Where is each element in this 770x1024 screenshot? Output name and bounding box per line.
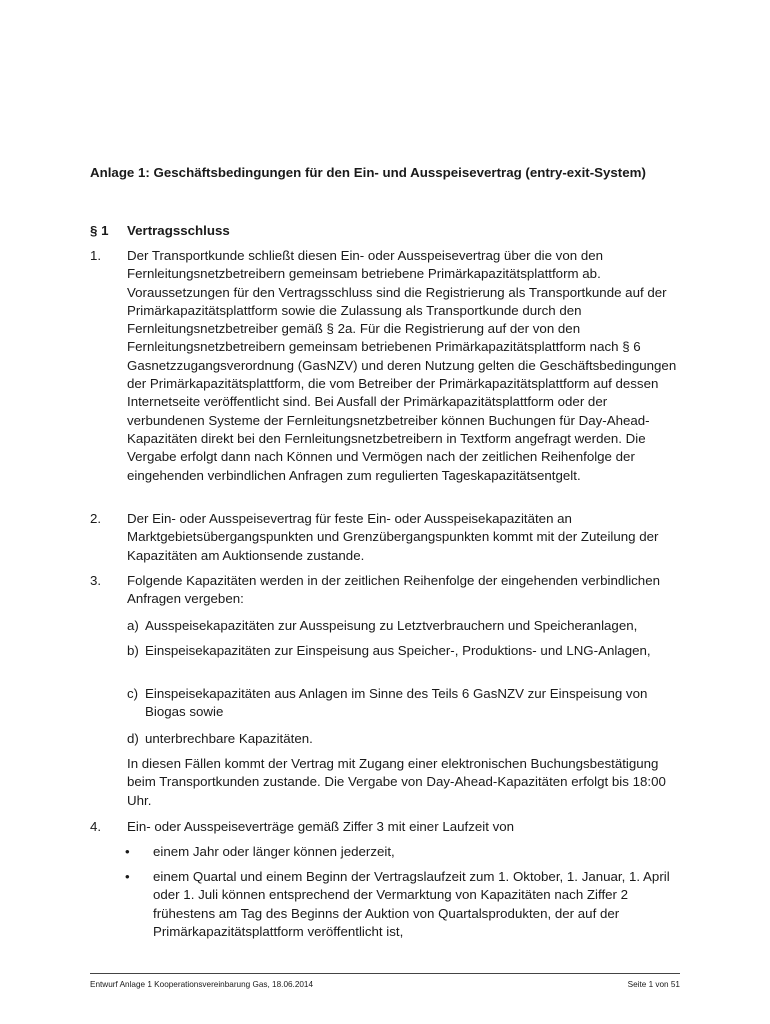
sub-item-text: Ausspeisekapazitäten zur Ausspeisung zu Letztverbrauchern und Speicheranlagen,	[145, 618, 638, 633]
item-number: 4.	[90, 819, 102, 834]
item-text: Ein- oder Ausspeiseverträge gemäß Ziffer 3 mit einer Laufzeit von	[127, 819, 515, 834]
bullet-text: einem Quartal und einem Beginn der Vertragslaufzeit zum 1. Oktober, 1. Januar, 1. April oder 1. Juli können entsprechend der Vermarktung von Kapazitäten nach Ziffer 2 frühestens am Tag des Beginns der Auktion von Quartalsprodukten, der auf der Primärkapazitätsplattform veröffentlicht ist,	[153, 869, 670, 939]
item-number: 2.	[90, 511, 102, 526]
bullet-text: einem Jahr oder länger können jederzeit,	[153, 844, 395, 859]
item-number: 3.	[90, 573, 102, 588]
sub-item-label: a)	[127, 618, 139, 633]
item-text: Folgende Kapazitäten werden in der zeitlichen Reihenfolge der eingehenden verbindlichen Anfragen vergeben:	[127, 573, 660, 607]
footer-page-number: Seite 1 von 51	[627, 980, 680, 989]
item-number: 1.	[90, 248, 102, 263]
sub-item-text: Einspeisekapazitäten zur Einspeisung aus Speicher-, Produktions- und LNG-Anlagen,	[145, 643, 651, 658]
sub-item-text: unterbrechbare Kapazitäten.	[145, 731, 313, 746]
item-closing-paragraph: In diesen Fällen kommt der Vertrag mit Zugang einer elektronischen Buchungsbestätigung beim Transportkunden zustande. Die Vergabe von Day-Ahead-Kapazitäten erfolgt bis 18:00 Uhr.	[127, 756, 666, 808]
footer-document-info: Entwurf Anlage 1 Kooperationsvereinbarung Gas, 18.06.2014	[90, 980, 314, 989]
sub-item-label: c)	[127, 686, 139, 701]
bullet-icon: •	[125, 869, 130, 884]
section-title: Vertragsschluss	[127, 223, 230, 238]
item-text: Der Ein- oder Ausspeisevertrag für feste Ein- oder Ausspeisekapazitäten an Marktgebietsübergangspunkten und Grenzübergangspunkten kommt mit der Zuteilung der Kapazitäten am Auktionsende zustande.	[127, 511, 659, 563]
sub-item-label: d)	[127, 731, 139, 746]
sub-item-label: b)	[127, 643, 139, 658]
sub-item-text: Einspeisekapazitäten aus Anlagen im Sinne des Teils 6 GasNZV zur Einspeisung von Biogas sowie	[145, 686, 648, 720]
document-title: Anlage 1: Geschäftsbedingungen für den Ein- und Ausspeisevertrag (entry-exit-System)	[90, 165, 646, 180]
section-number: § 1	[90, 223, 109, 238]
bullet-icon: •	[125, 844, 130, 859]
footer-divider	[90, 973, 680, 974]
item-text: Der Transportkunde schließt diesen Ein- oder Ausspeisevertrag über die von den Fernleitungsnetzbetreibern gemeinsam betriebene Primärkapazitätsplattform ab. Voraussetzungen für den Vertragsschluss sind die Registrierung als Transportkunde auf der Primärkapazitätsplattform sowie die Zulassung als Transportkunde durch den Fernleitungsnetzbetreiber gemäß § 2a. Für die Registrierung auf der von den Fernleitungsnetzbetreibern gemeinsam betriebenen Primärkapazitätsplattform nach § 6 Gasnetzzugangsverordnung (GasNZV) und deren Nutzung gelten die Geschäftsbedingungen der Primärkapazitätsplattform, die vom Betreiber der Primärkapazitätsplattform auf dessen Internetseite veröffentlicht sind. Bei Ausfall der Primärkapazitätsplattform oder der verbundenen Systeme der Fernleitungsnetzbetreiber können Buchungen für Day-Ahead-Kapazitäten direkt bei den Fernleitungsnetzbetreibern in Textform angefragt werden. Die Vergabe erfolgt dann nach Können und Vermögen nach der zeitlichen Reihenfolge der eingehenden verbindlichen Anfragen zum regulierten Tageskapazitätsentgelt.	[127, 248, 677, 483]
